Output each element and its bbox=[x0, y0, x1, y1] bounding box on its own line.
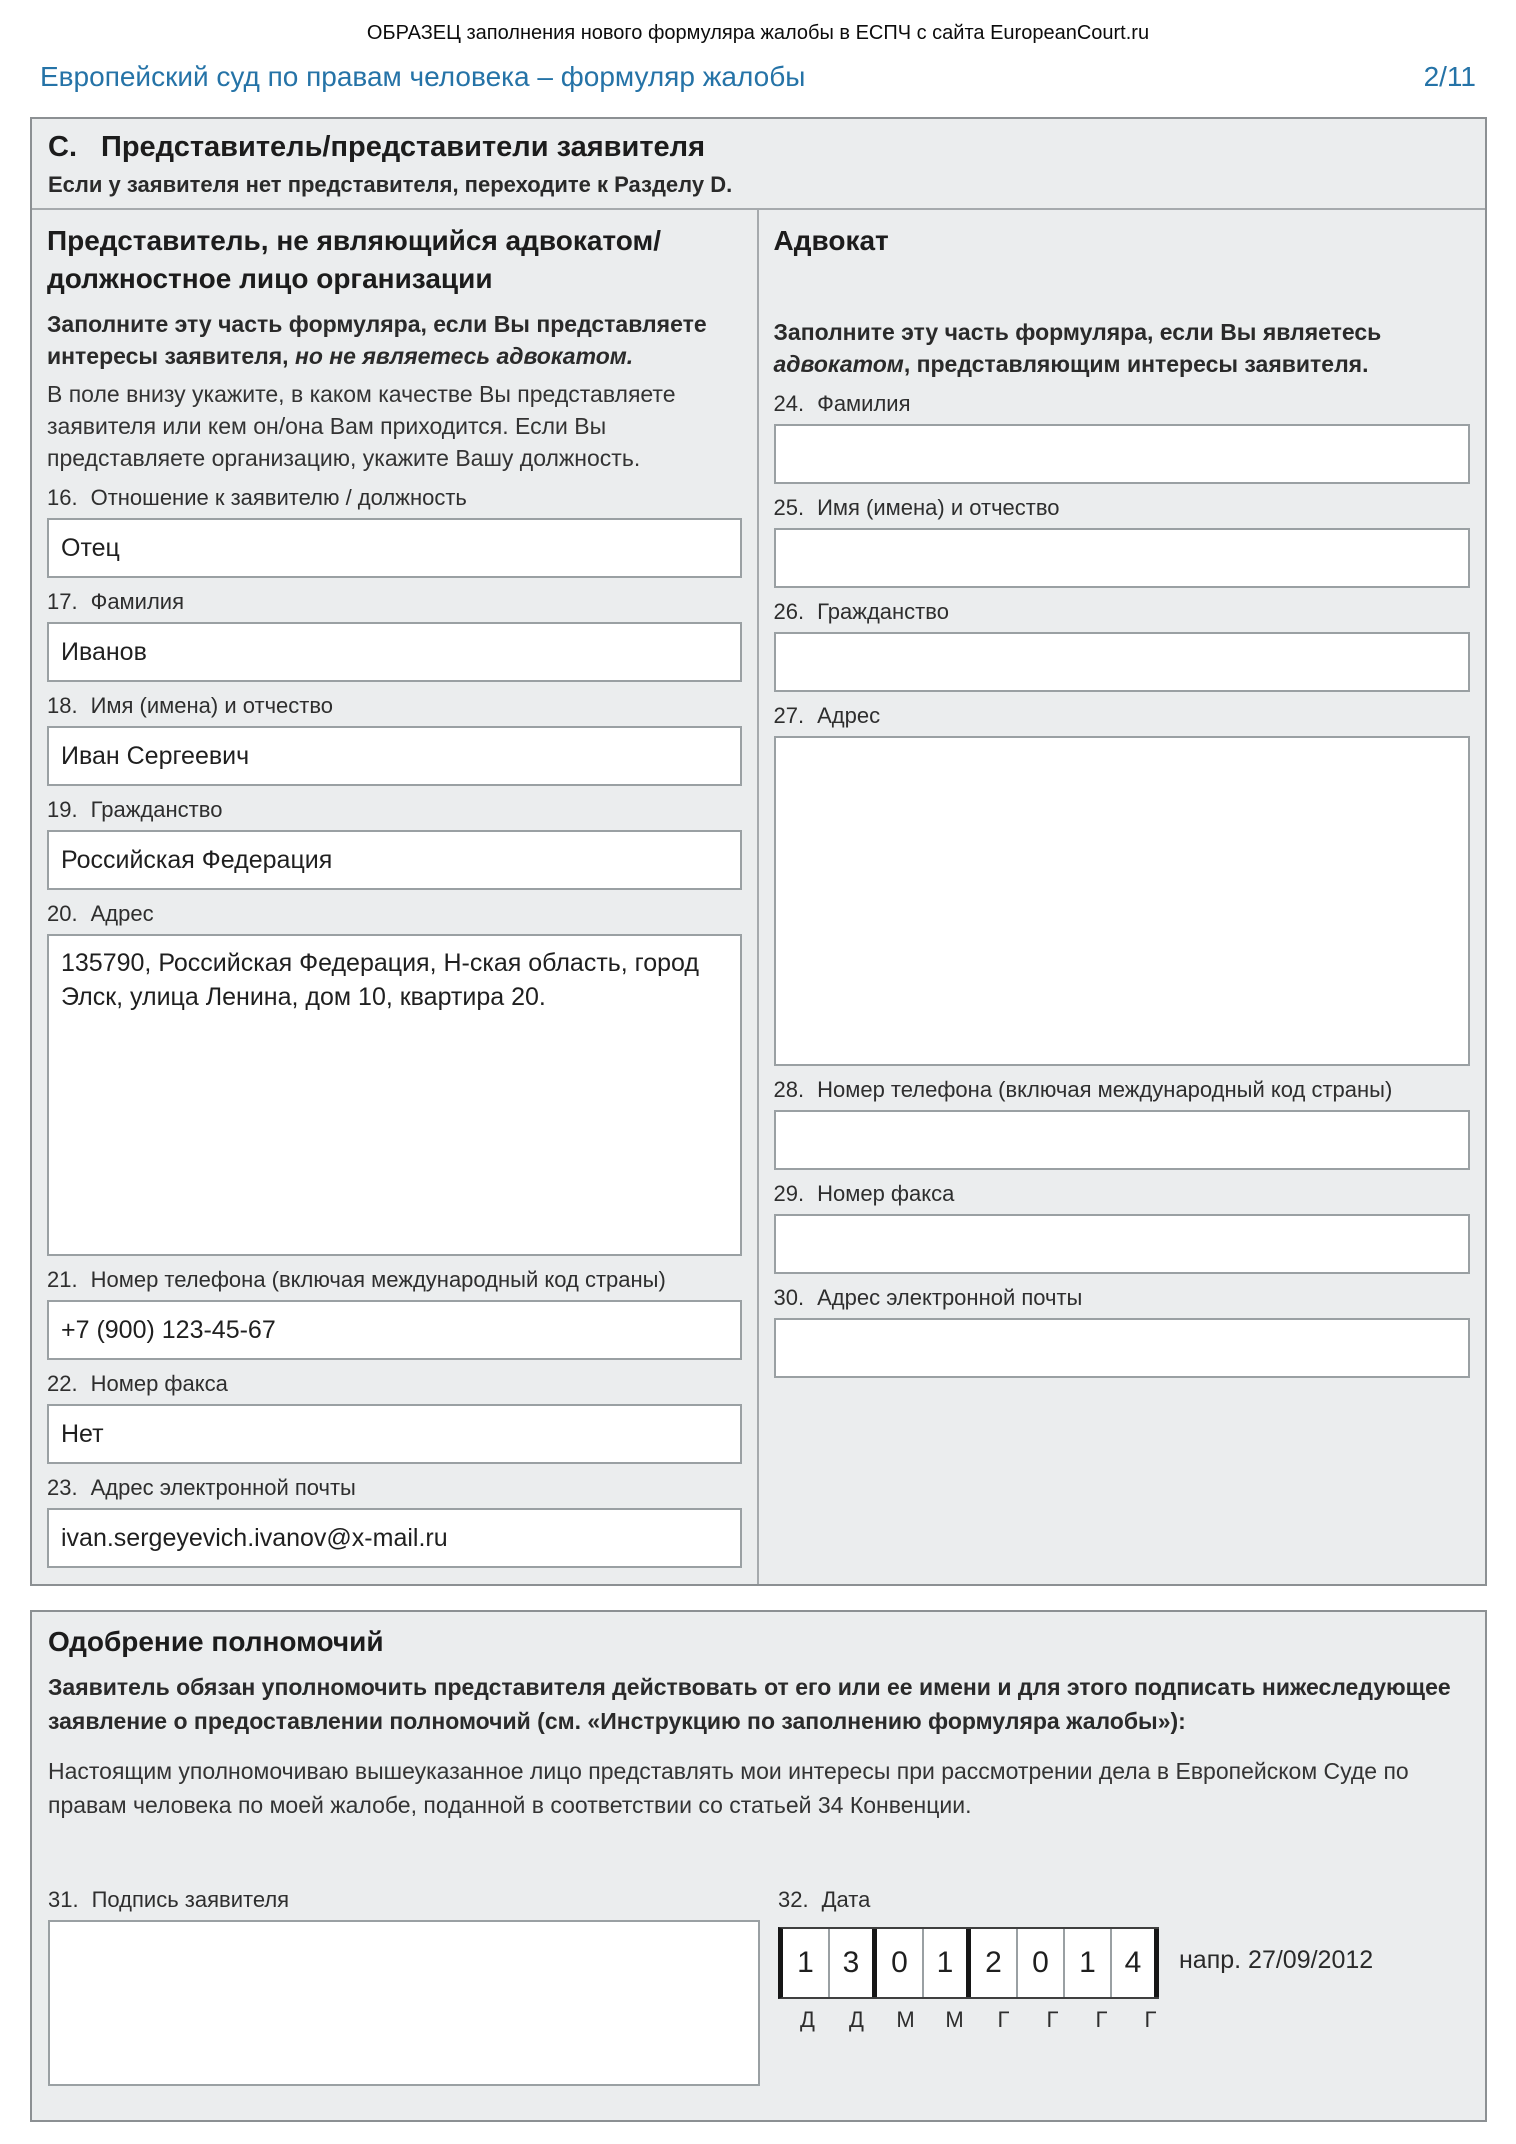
field-31-number: 31. bbox=[48, 1887, 79, 1912]
field-18-label bbox=[47, 692, 742, 719]
field-23-number: 23. bbox=[47, 1475, 78, 1500]
section-c-title bbox=[48, 131, 1469, 164]
advocate-heading: Адвокат bbox=[773, 225, 889, 256]
field-21-label-text: Номер телефона (включая международный код страны) bbox=[90, 1267, 666, 1292]
date-letter: Д bbox=[800, 2007, 815, 2032]
field-19 bbox=[47, 796, 742, 890]
field-31-label-text: Подпись заявителя bbox=[91, 1887, 290, 1912]
field-32-label-text: Дата bbox=[821, 1887, 871, 1912]
field-17-number: 17. bbox=[47, 589, 78, 614]
section-c-title-text: Представитель/представители заявителя bbox=[101, 131, 706, 163]
field-27-label-text: Адрес bbox=[817, 703, 881, 728]
field-27-label bbox=[774, 702, 1471, 729]
field-19-label-text: Гражданство bbox=[90, 797, 223, 822]
field-24-label-text: Фамилия bbox=[817, 391, 911, 416]
field-26-number: 26. bbox=[773, 599, 805, 624]
field-24-label bbox=[774, 390, 1471, 417]
form-title: Европейский суд по правам человека – формуляр жалобы bbox=[40, 61, 806, 92]
date-cell-y3[interactable]: 1 bbox=[1065, 1929, 1112, 1997]
field-25-label-text: Имя (имена) и отчество bbox=[817, 495, 1060, 520]
field-17 bbox=[47, 588, 742, 682]
field-16-label bbox=[47, 484, 742, 511]
field-29-label bbox=[774, 1180, 1471, 1207]
field-20 bbox=[47, 900, 742, 1256]
advocate-phone-input[interactable] bbox=[774, 1110, 1471, 1170]
representative-column bbox=[32, 210, 759, 1584]
advocate-address-textarea[interactable] bbox=[774, 736, 1471, 1066]
field-32-number: 32. bbox=[778, 1887, 809, 1912]
field-20-number: 20. bbox=[47, 901, 78, 926]
field-21-label bbox=[47, 1266, 742, 1293]
date-cell-m2[interactable]: 1 bbox=[924, 1929, 971, 1997]
field-22-label-text: Номер факса bbox=[90, 1371, 228, 1396]
representative-intro bbox=[47, 308, 742, 372]
section-c-subtitle: Если у заявителя нет представителя, переходите к Разделу D. bbox=[48, 172, 733, 197]
representative-note: В поле внизу укажите, в каком качестве Вы представляете заявителя или кем он/она Вам приходится. Если Вы представляете организацию, укажите Вашу должность. bbox=[47, 381, 676, 471]
date-format-letters bbox=[783, 2007, 1469, 2033]
field-24 bbox=[774, 390, 1471, 484]
section-c-header bbox=[32, 119, 1485, 210]
field-23 bbox=[47, 1474, 742, 1568]
date-cell-m1[interactable]: 0 bbox=[877, 1929, 924, 1997]
date-cell-y4[interactable]: 4 bbox=[1112, 1929, 1159, 1997]
date-input-cells[interactable] bbox=[778, 1927, 1159, 1999]
signature-block bbox=[48, 1886, 760, 2086]
field-17-label bbox=[47, 588, 742, 615]
advocate-nationality-input[interactable] bbox=[774, 632, 1471, 692]
field-22-number: 22. bbox=[47, 1371, 78, 1396]
representative-fax-input[interactable] bbox=[47, 1404, 742, 1464]
date-letter: Г bbox=[1095, 2007, 1108, 2032]
representative-intro-bold: Заполните эту часть формуляра, если Вы представляете интересы заявителя, bbox=[47, 311, 707, 369]
field-20-label bbox=[47, 900, 742, 927]
field-19-number: 19. bbox=[47, 797, 78, 822]
field-19-label bbox=[47, 796, 742, 823]
date-cell-y2[interactable]: 0 bbox=[1018, 1929, 1065, 1997]
date-cell-y1[interactable]: 2 bbox=[971, 1929, 1018, 1997]
section-c-letter: C. bbox=[48, 131, 77, 163]
field-29 bbox=[774, 1180, 1471, 1274]
advocate-intro-bold-2: , представляющим интересы заявителя. bbox=[903, 351, 1369, 377]
date-row bbox=[778, 1920, 1469, 1999]
field-32-label bbox=[778, 1886, 1469, 1913]
date-cell-d2[interactable]: 3 bbox=[830, 1929, 877, 1997]
field-27-number: 27. bbox=[773, 703, 805, 728]
date-letter: Г bbox=[1144, 2007, 1157, 2032]
date-letter: Д bbox=[849, 2007, 864, 2032]
advocate-intro bbox=[774, 316, 1471, 380]
field-26-label bbox=[774, 598, 1471, 625]
field-25 bbox=[774, 494, 1471, 588]
authorization-statement: Настоящим уполномочиваю вышеуказанное лицо представлять мои интересы при рассмотрении дела в Европейском Суде по правам человека по моей жалобе, поданной в соответствии со статьей 34 Конвенции. bbox=[48, 1758, 1409, 1818]
field-23-label bbox=[47, 1474, 742, 1501]
field-27 bbox=[774, 702, 1471, 1066]
field-21-number: 21. bbox=[47, 1267, 78, 1292]
advocate-firstname-input[interactable] bbox=[774, 528, 1471, 588]
field-18-number: 18. bbox=[47, 693, 78, 718]
field-23-label-text: Адрес электронной почты bbox=[90, 1475, 356, 1500]
field-30-label bbox=[774, 1284, 1471, 1311]
representative-email-input[interactable] bbox=[47, 1508, 742, 1568]
advocate-column bbox=[759, 210, 1486, 1584]
section-c-columns bbox=[32, 210, 1485, 1584]
representative-heading-line2: должностное лицо организации bbox=[47, 263, 493, 294]
field-24-number: 24. bbox=[773, 391, 805, 416]
field-18 bbox=[47, 692, 742, 786]
representative-heading bbox=[47, 222, 742, 298]
relation-to-applicant-input[interactable] bbox=[47, 518, 742, 578]
authorization-instruction: Заявитель обязан уполномочить представителя действовать от его или ее имени и для этого подписать нижеследующее заявление о предоставлении полномочий (см. «Инструкцию по заполнению формуляра жалобы»): bbox=[48, 1674, 1451, 1734]
authorization-heading: Одобрение полномочий bbox=[48, 1626, 384, 1657]
field-28-label bbox=[774, 1076, 1471, 1103]
field-31-label bbox=[48, 1886, 760, 1913]
field-25-label bbox=[774, 494, 1471, 521]
field-22 bbox=[47, 1370, 742, 1464]
applicant-signature-box[interactable] bbox=[48, 1920, 760, 2086]
field-26 bbox=[774, 598, 1471, 692]
field-28 bbox=[774, 1076, 1471, 1170]
advocate-fax-input[interactable] bbox=[774, 1214, 1471, 1274]
advocate-intro-bold-1: Заполните эту часть формуляра, если Вы являетесь bbox=[773, 319, 1382, 345]
field-17-label-text: Фамилия bbox=[90, 589, 185, 614]
field-21 bbox=[47, 1266, 742, 1360]
field-16 bbox=[47, 484, 742, 578]
field-26-label-text: Гражданство bbox=[817, 599, 949, 624]
representative-firstname-input[interactable] bbox=[47, 726, 742, 786]
date-block bbox=[778, 1886, 1469, 2086]
field-18-label-text: Имя (имена) и отчество bbox=[90, 693, 334, 718]
field-29-number: 29. bbox=[773, 1181, 805, 1206]
representative-surname-input[interactable] bbox=[47, 622, 742, 682]
advocate-intro-italic: адвокатом bbox=[773, 351, 904, 377]
date-letter: М bbox=[896, 2007, 915, 2032]
date-letter: Г bbox=[1046, 2007, 1059, 2032]
field-30 bbox=[774, 1284, 1471, 1378]
representative-phone-input[interactable] bbox=[47, 1300, 742, 1360]
field-22-label bbox=[47, 1370, 742, 1397]
form-titlebar bbox=[0, 45, 1516, 93]
field-29-label-text: Номер факса bbox=[817, 1181, 955, 1206]
advocate-surname-input[interactable] bbox=[774, 424, 1471, 484]
field-30-label-text: Адрес электронной почты bbox=[817, 1285, 1083, 1310]
date-letter: М bbox=[945, 2007, 964, 2032]
sample-notice: ОБРАЗЕЦ заполнения нового формуляра жалобы в ЕСПЧ с сайта EuropeanCourt.ru bbox=[366, 22, 1150, 44]
field-16-number: 16. bbox=[47, 485, 78, 510]
date-example: напр. 27/09/2012 bbox=[1179, 1945, 1374, 1974]
field-30-number: 30. bbox=[773, 1285, 805, 1310]
field-28-number: 28. bbox=[773, 1077, 805, 1102]
representative-address-textarea[interactable] bbox=[47, 934, 742, 1256]
advocate-email-input[interactable] bbox=[774, 1318, 1471, 1378]
representative-heading-line1: Представитель, не являющийся адвокатом/ bbox=[47, 225, 662, 256]
field-20-label-text: Адрес bbox=[90, 901, 154, 926]
date-cell-d1[interactable]: 1 bbox=[783, 1929, 830, 1997]
field-25-number: 25. bbox=[773, 495, 805, 520]
representative-intro-italic: но не являетесь адвокатом. bbox=[294, 343, 634, 369]
authorization-panel bbox=[30, 1610, 1487, 2122]
field-28-label-text: Номер телефона (включая международный код страны) bbox=[817, 1077, 1393, 1102]
field-16-label-text: Отношение к заявителю / должность bbox=[90, 485, 467, 510]
page-number: 2/11 bbox=[1423, 61, 1476, 92]
authorization-row bbox=[48, 1886, 1469, 2086]
section-c-panel bbox=[30, 117, 1487, 1586]
representative-nationality-input[interactable] bbox=[47, 830, 742, 890]
date-letter: Г bbox=[997, 2007, 1010, 2032]
